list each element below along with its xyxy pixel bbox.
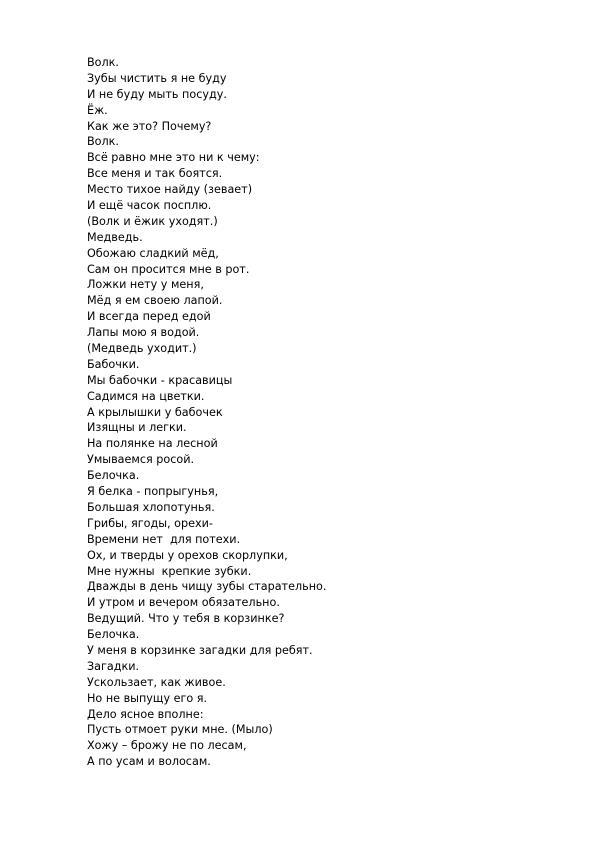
text-line: Дело ясное вполне: xyxy=(87,707,204,721)
text-line: Бабочки. xyxy=(87,357,140,371)
text-line: Грибы, ягоды, орехи- xyxy=(87,516,213,530)
text-line: Обожаю сладкий мёд, xyxy=(87,246,219,260)
text-line: На полянке на лесной xyxy=(87,437,218,451)
text-line: И всегда перед едой xyxy=(87,310,211,324)
text-line: Пусть отмоет руки мне. (Мыло) xyxy=(87,723,273,737)
text-line: Мне нужны крепкие зубки. xyxy=(87,564,252,578)
text-line: Всё равно мне это ни к чему: xyxy=(87,151,260,165)
text-line: Мёд я ем своею лапой. xyxy=(87,294,223,308)
text-line: Садимся на цветки. xyxy=(87,389,205,403)
text-line: Изящны и легки. xyxy=(87,421,187,435)
text-line: Все меня и так боятся. xyxy=(87,167,223,181)
text-line: Лапы мою я водой. xyxy=(87,326,200,340)
text-line: Загадки. xyxy=(87,659,140,673)
text-line: Волк. xyxy=(87,56,119,69)
text-line: Белочка. xyxy=(87,628,140,642)
text-line: Место тихое найду (зевает) xyxy=(87,183,253,197)
text-line: Мы бабочки - красавицы xyxy=(87,373,233,387)
text-line: Ведущий. Что у тебя в корзинке? xyxy=(87,612,285,626)
text-line: И не буду мыть посуду. xyxy=(87,87,227,101)
text-line: Ох, и тверды у орехов скорлупки, xyxy=(87,548,288,562)
text-line: А по усам и волосам. xyxy=(87,755,211,769)
text-line: Ложки нету у меня, xyxy=(87,278,204,292)
text-line: И утром и вечером обязательно. xyxy=(87,596,280,610)
text-line: Большая хлопотунья. xyxy=(87,500,215,514)
text-line: Дважды в день чищу зубы старательно. xyxy=(87,580,327,594)
text-line: И ещё часок посплю. xyxy=(87,199,212,213)
text-line: Зубы чистить я не буду xyxy=(87,71,227,85)
text-line: Ускользает, как живое. xyxy=(87,675,226,689)
text-line: Хожу – брожу не по лесам, xyxy=(87,739,247,753)
text-line: А крылышки у бабочек xyxy=(87,405,223,419)
text-line: Белочка. xyxy=(87,469,140,483)
text-line: Ёж. xyxy=(87,103,108,117)
text-line: (Медведь уходит.) xyxy=(87,342,197,356)
text-line: Времени нет для потехи. xyxy=(87,532,241,546)
text-line: Но не выпущу его я. xyxy=(87,691,208,705)
text-body xyxy=(87,55,567,770)
text-line: (Волк и ёжик уходят.) xyxy=(87,214,218,228)
text-line: Сам он просится мне в рот. xyxy=(87,262,250,276)
text-line: Медведь. xyxy=(87,230,143,244)
text-line: У меня в корзинке загадки для ребят. xyxy=(87,643,313,657)
text-line: Как же это? Почему? xyxy=(87,119,212,133)
text-line: Умываемся росой. xyxy=(87,453,195,467)
text-line: Я белка - попрыгунья, xyxy=(87,485,219,499)
text-line: Волк. xyxy=(87,135,119,149)
